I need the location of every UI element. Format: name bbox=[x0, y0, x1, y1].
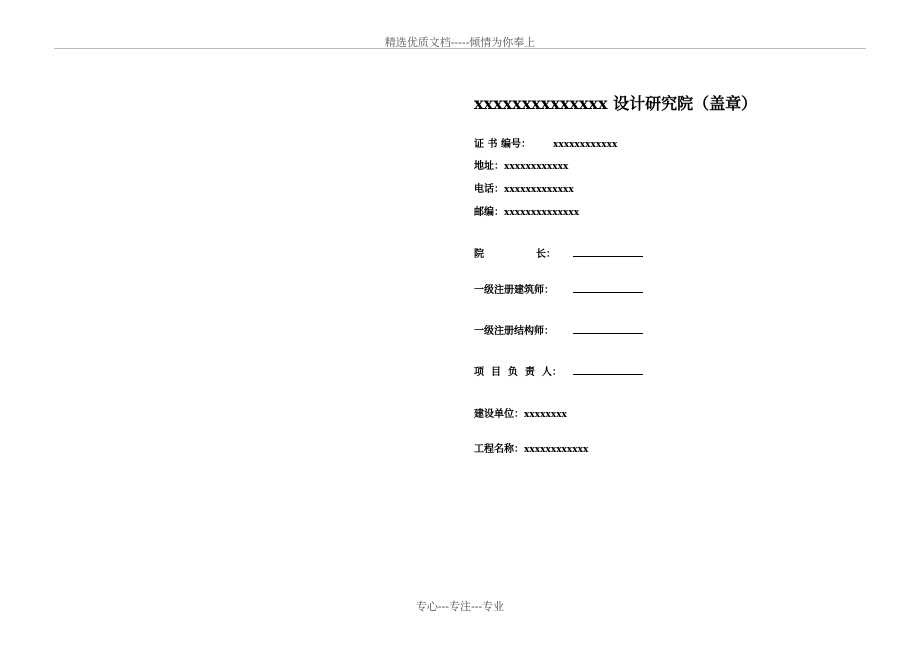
document-title: xxxxxxxxxxxxxx 设计研究院（盖章） bbox=[474, 94, 758, 113]
postcode-row bbox=[474, 203, 579, 218]
dean-signature-line bbox=[573, 256, 643, 257]
header-divider bbox=[54, 48, 866, 49]
architect-signature-line bbox=[573, 292, 643, 293]
dean-label-left: 院 bbox=[474, 249, 484, 260]
project-name-label: 工程名称： bbox=[474, 444, 524, 455]
page-header: 精选优质文档-----倾情为你奉上 bbox=[384, 36, 536, 49]
certificate-number-label: 证 书 编号： bbox=[474, 139, 531, 150]
client-value: xxxxxxxx bbox=[524, 410, 567, 420]
project-lead-signature-line bbox=[573, 374, 643, 375]
address-row bbox=[474, 157, 568, 172]
project-name-row bbox=[474, 440, 588, 455]
postcode-label: 邮编： bbox=[474, 207, 504, 218]
project-name-value: xxxxxxxxxxxx bbox=[524, 445, 589, 455]
page-footer: 专心---专注---专业 bbox=[415, 600, 505, 613]
certificate-number-value: xxxxxxxxxxxx bbox=[552, 140, 618, 150]
client-label: 建设单位： bbox=[474, 409, 524, 420]
dean-label bbox=[474, 245, 556, 260]
phone-row bbox=[474, 180, 574, 195]
address-label: 地址： bbox=[474, 161, 504, 172]
dean-label-right: 长： bbox=[536, 249, 556, 260]
certificate-number-row bbox=[474, 135, 617, 150]
phone-label: 电话： bbox=[474, 184, 504, 195]
architect-label: 一级注册建筑师： bbox=[474, 285, 554, 296]
structural-engineer-label: 一级注册结构师： bbox=[474, 326, 554, 337]
postcode-value: xxxxxxxxxxxxxx bbox=[504, 208, 580, 218]
structural-engineer-signature-line bbox=[573, 333, 643, 334]
address-value: xxxxxxxxxxxx bbox=[504, 162, 569, 172]
project-lead-label: 项 目 负 责 人： bbox=[474, 367, 562, 378]
phone-value: xxxxxxxxxxxxx bbox=[504, 185, 574, 195]
client-row bbox=[474, 405, 567, 420]
